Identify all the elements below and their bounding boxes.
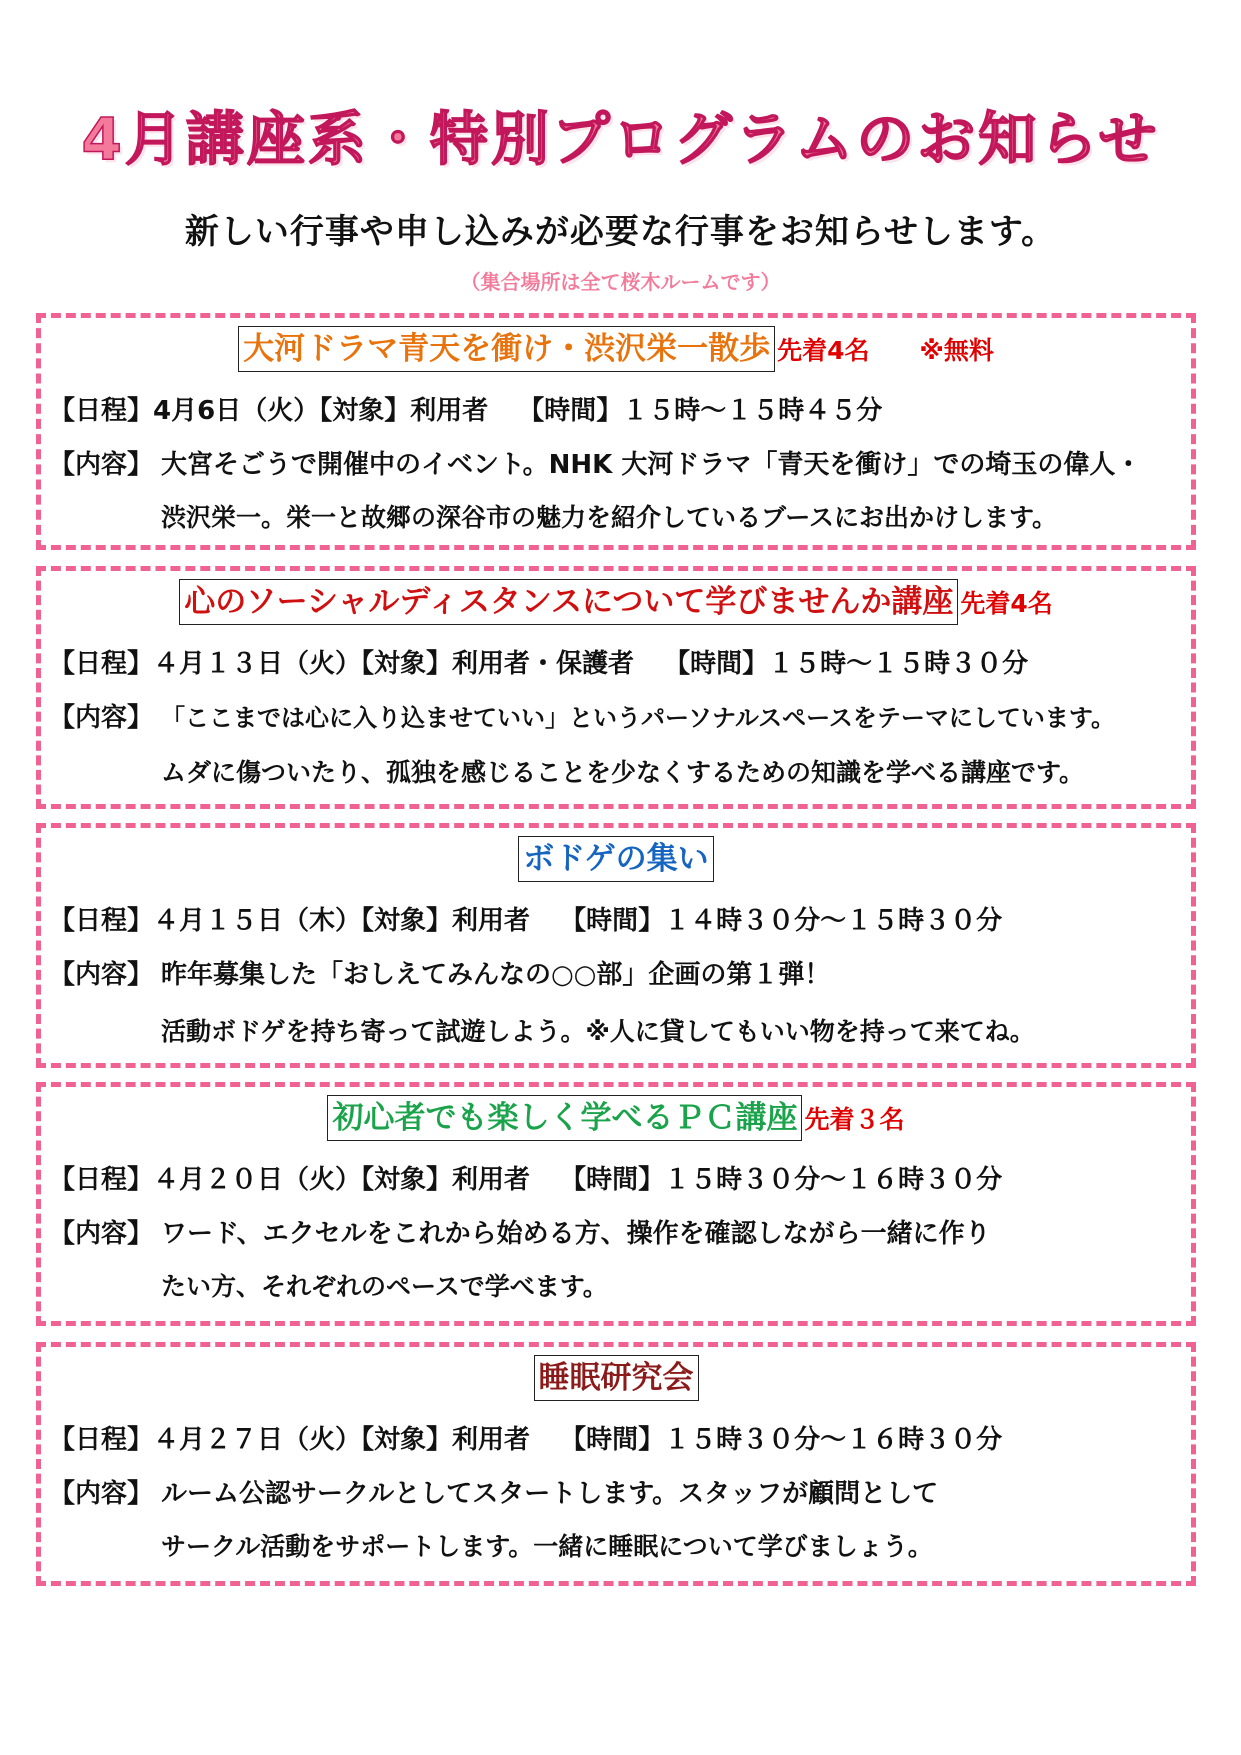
event-title: 初心者でも楽しく学べるＰＣ講座 xyxy=(327,1095,802,1141)
event-title: ボドゲの集い xyxy=(518,836,713,882)
content-line-2: たい方、それぞれのペースで学べます。 xyxy=(161,1272,608,1301)
schedule-row xyxy=(49,390,882,427)
event-target: 利用者・保護者 xyxy=(452,649,635,679)
schedule-row xyxy=(49,1159,1002,1196)
time-label: 【時間】 xyxy=(664,649,769,679)
date-label: 【日程】 xyxy=(49,906,154,936)
event-date: ４月２７日（火） xyxy=(153,1425,362,1455)
event-header xyxy=(41,579,1191,625)
event-time: １５時３０分～１６時３０分 xyxy=(664,1165,1003,1195)
target-label: 【対象】 xyxy=(361,649,453,679)
content-line-1: 大宮そごうで開催中のイベント。NHK 大河ドラマ「青天を衝け」での埼玉の偉人・ xyxy=(161,450,1142,480)
event-header xyxy=(41,836,1191,882)
content-line-2: サークル活動をサポートします。一緒に睡眠について学びましょう。 xyxy=(161,1532,933,1561)
event-time: １４時３０分～１５時３０分 xyxy=(664,906,1003,936)
event-date: ４月１３日（火） xyxy=(153,649,362,679)
event-date: ４月２０日（火） xyxy=(153,1165,362,1195)
event-time: １５時～１５時４５分 xyxy=(622,396,883,426)
event-title: 大河ドラマ青天を衝け・渋沢栄一散歩 xyxy=(238,326,775,372)
content-label: 【内容】 xyxy=(49,1219,154,1249)
event-target: 利用者 xyxy=(452,906,531,936)
content-line-1: 昨年募集した「おしえてみんなの○○部」企画の第１弾！ xyxy=(161,960,831,990)
event-target: 利用者 xyxy=(452,1425,531,1455)
event-header xyxy=(41,1355,1191,1401)
content-row xyxy=(49,444,1141,481)
content-line-2: 活動ボドゲを持ち寄って試遊しよう。※人に貸してもいい物を持って来てね。 xyxy=(161,1017,1035,1046)
content-row xyxy=(49,697,1115,734)
event-date: ４月１５日（木） xyxy=(153,906,362,936)
content-row xyxy=(49,954,830,991)
time-label: 【時間】 xyxy=(518,396,623,426)
event-time: １５時３０分～１６時３０分 xyxy=(664,1425,1003,1455)
event-target: 利用者 xyxy=(410,396,489,426)
capacity-badge: 先着4名 xyxy=(960,589,1053,618)
time-label: 【時間】 xyxy=(560,1425,665,1455)
capacity-badge: 先着4名 xyxy=(777,336,870,365)
event-card-board-games xyxy=(36,823,1196,1068)
event-header xyxy=(41,1095,1191,1141)
date-label: 【日程】 xyxy=(49,1425,154,1455)
target-label: 【対象】 xyxy=(361,1165,453,1195)
content-line-2: ムダに傷ついたり、孤独を感じることを少なくするための知識を学べる講座です。 xyxy=(161,758,1085,787)
capacity-badge: 先着３名 xyxy=(804,1105,905,1134)
page-subtitle: 新しい行事や申し込みが必要な行事をお知らせします。 xyxy=(184,212,1057,252)
content-line-1: 「ここまでは心に入り込ませていい」というパーソナルスペースをテーマにしています。 xyxy=(161,704,1115,732)
schedule-row xyxy=(49,900,1002,937)
content-line-2: 渋沢栄一。栄一と故郷の深谷市の魅力を紹介しているブースにお出かけします。 xyxy=(161,503,1058,532)
content-line-1: ワード、エクセルをこれから始める方、操作を確認しながら一緒に作り xyxy=(161,1219,991,1249)
event-time: １５時～１５時３０分 xyxy=(768,649,1029,679)
event-target: 利用者 xyxy=(452,1165,531,1195)
target-label: 【対象】 xyxy=(319,396,411,426)
content-label: 【内容】 xyxy=(49,703,154,733)
free-note: ※無料 xyxy=(919,336,994,365)
event-card-pc-course xyxy=(36,1082,1196,1326)
content-row xyxy=(49,1213,991,1250)
time-label: 【時間】 xyxy=(560,906,665,936)
date-label: 【日程】 xyxy=(49,1165,154,1195)
content-row xyxy=(49,1473,938,1510)
schedule-row xyxy=(49,643,1028,680)
content-label: 【内容】 xyxy=(49,1479,154,1509)
event-header xyxy=(41,326,1191,372)
content-label: 【内容】 xyxy=(49,960,154,990)
schedule-row xyxy=(49,1419,1002,1456)
event-card-sleep-study xyxy=(36,1342,1196,1586)
page-title: 4月講座系・特別プログラムのお知らせ xyxy=(81,105,1160,173)
event-card-taiga-walk xyxy=(36,313,1196,550)
content-label: 【内容】 xyxy=(49,450,154,480)
meeting-place-note: （集合場所は全て桜木ルームです） xyxy=(460,270,781,294)
content-line-1: ルーム公認サークルとしてスタートします。スタッフが顧問として xyxy=(161,1479,939,1509)
event-title: 心のソーシャルディスタンスについて学びませんか講座 xyxy=(179,579,958,625)
event-date: 4月6日（火） xyxy=(153,396,320,426)
time-label: 【時間】 xyxy=(560,1165,665,1195)
target-label: 【対象】 xyxy=(361,906,453,936)
event-title: 睡眠研究会 xyxy=(534,1355,699,1401)
date-label: 【日程】 xyxy=(49,649,154,679)
date-label: 【日程】 xyxy=(49,396,154,426)
target-label: 【対象】 xyxy=(361,1425,453,1455)
event-card-social-distance xyxy=(36,566,1196,809)
